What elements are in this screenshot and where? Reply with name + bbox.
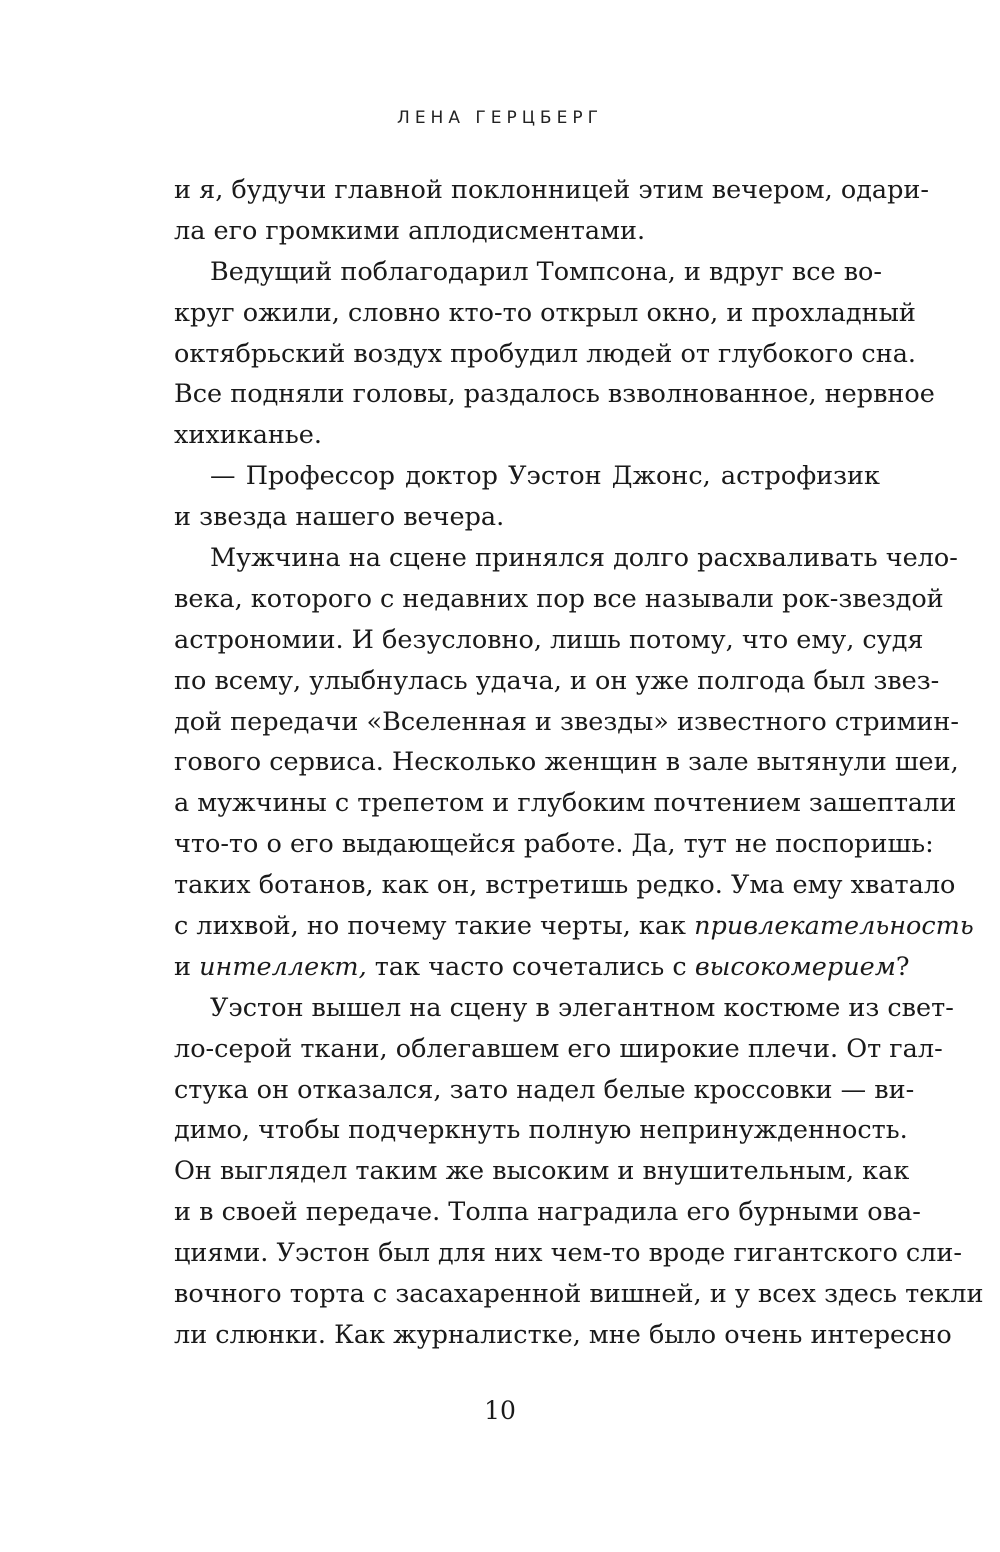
text-line: а мужчины с трепетом и глубоким почтением зашептали	[174, 788, 957, 819]
text-line: димо, чтобы подчеркнуть полную непринужденность.	[174, 1115, 908, 1146]
text-fragment: ?	[895, 951, 910, 982]
italic-fragment: высокомерием	[694, 951, 896, 982]
body-text	[174, 170, 984, 1356]
italic-fragment: привлекательность	[694, 911, 974, 942]
text-line: века, которого с недавних пор все называли рок-звездой	[174, 583, 944, 614]
text-line: ло-серой ткани, облегавшем его широкие плечи. От гал-	[174, 1033, 943, 1064]
text-line: вочного торта с засахаренной вишней, и у всех здесь текли	[174, 1279, 984, 1310]
text-line: и я, будучи главной поклонницей этим вечером, одари-	[174, 175, 930, 205]
text-line: Уэстон вышел на сцену в элегантном костюме из свет-	[210, 992, 954, 1023]
page-number: 10	[484, 1396, 516, 1425]
text-line: ла его громкими аплодисментами.	[174, 215, 646, 246]
text-line: дой передачи «Вселенная и звезды» известного стримин-	[174, 706, 960, 737]
text-line: гового сервиса. Несколько женщин в зале вытянули шеи,	[174, 747, 959, 778]
text-line: Он выглядел таким же высоким и внушительным, как	[174, 1156, 910, 1187]
text-line: хихиканье.	[174, 420, 322, 451]
text-fragment: с лихвой, но почему такие черты, как	[174, 911, 695, 942]
text-line: Все подняли головы, раздалось взволнованное, нервное	[174, 379, 935, 410]
text-line: что-то о его выдающейся работе. Да, тут не поспоришь:	[174, 829, 934, 860]
text-line: таких ботанов, как он, встретишь редко. Ума ему хватало	[174, 870, 956, 901]
text-line: — Профессор доктор Уэстон Джонс, астрофизик	[210, 461, 880, 492]
text-line: астрономии. И безусловно, лишь потому, что ему, судя	[174, 624, 924, 655]
text-line: и в своей передаче. Толпа наградила его бурными ова-	[174, 1197, 921, 1228]
text-line: круг ожили, словно кто-то открыл окно, и прохладный	[174, 297, 916, 328]
text-line: Ведущий поблагодарил Томпсона, и вдруг все во-	[210, 256, 883, 287]
text-line: октябрьский воздух пробудил людей от глубокого сна.	[174, 338, 917, 369]
text-line: ли слюнки. Как журналистке, мне было очень интересно	[174, 1319, 952, 1350]
italic-fragment: интеллект,	[199, 951, 367, 982]
text-fragment: и	[174, 951, 200, 982]
text-line: и звезда нашего вечера.	[174, 502, 505, 533]
text-line: Мужчина на сцене принялся долго расхваливать чело-	[210, 543, 958, 574]
text-line: циями. Уэстон был для них чем-то вроде гигантского сли-	[174, 1238, 962, 1269]
text-fragment: так часто сочетались с	[366, 951, 695, 982]
text-line	[174, 906, 974, 947]
text-line: по всему, улыбнулась удача, и он уже полгода был звез-	[174, 665, 940, 696]
text-line: стука он отказался, зато надел белые кроссовки — ви-	[174, 1074, 915, 1105]
running-head: ЛЕНА ГЕРЦБЕРГ	[397, 108, 603, 128]
text-line	[174, 947, 910, 988]
